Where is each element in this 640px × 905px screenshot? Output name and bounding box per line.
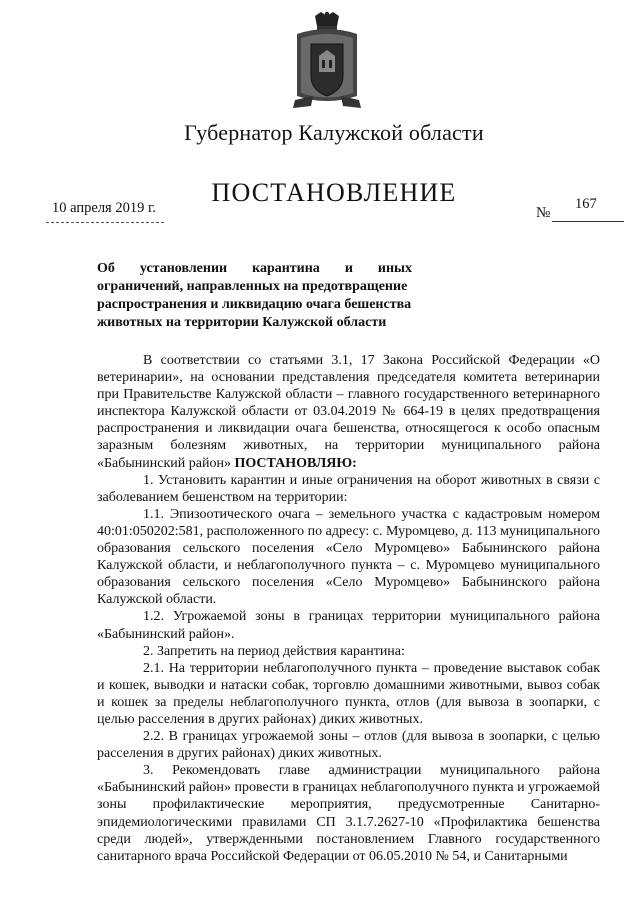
subject-word: и <box>344 261 353 276</box>
intro-text: В соответствии со статьями 3.1, 17 Закона Российской Федерации «О ветеринарии», на основании представления председателя комитета ветеринарии при Правительстве Калужской области – главного государственного ветеринарного инспектора Калужской области от 03.04.2019 № 664-19 в целях предотвращения распространения и ликвидации очага бешенства, относящегося к особо опасным заразным болезням животных, на территории муниципального района «Бабынинский район» <box>97 353 600 471</box>
paragraph-intro <box>97 352 600 472</box>
document-number: 167 <box>575 196 597 212</box>
paragraph-2-2: 2.2. В границах угрожаемой зоны – отлов (для вывоза в зоопарки, с целью расселения в других районах) диких животных. <box>97 729 600 762</box>
document-body <box>97 352 600 865</box>
subject-first-line <box>97 260 412 278</box>
document-subject <box>97 260 412 332</box>
paragraph-1-1: 1.1. Эпизоотического очага – земельного участка с кадастровым номером 40:01:050202:581, расположенного по адресу: с. Муромцево, д. 113 муниципального образования сельского поселения «Село Муромцево» Бабынинского района Калужской области, и неблагополучного пункта – с. Муромцево муниципального образования сельского поселения «Село Муромцево» Бабынинского района Калужской области. <box>97 506 600 608</box>
number-label: № <box>536 205 551 221</box>
subject-word: установлении <box>139 261 228 276</box>
coat-of-arms-icon <box>291 10 363 110</box>
subject-word: Об <box>97 261 115 276</box>
paragraph-1: 1. Установить карантин и иные ограничения на оборот животных в связи с заболеванием бешенством на территории: <box>97 472 600 505</box>
decree-word: ПОСТАНОВЛЯЮ: <box>234 455 357 471</box>
paragraph-2-1: 2.1. На территории неблагополучного пункта – проведение выставок собак и кошек, выводки и натаски собак, торговлю домашними животными, вывоз собак и кошек за пределы неблагополучного пункта, отлов (для вывоза в зоопарки, с целью расселения в других районах) диких животных. <box>97 660 600 727</box>
paragraph-3: 3. Рекомендовать главе администрации муниципального района «Бабынинский район» провести в границах неблагополучного пункта и угрожаемой зоны профилактические мероприятия, предусмотренные Санитарно-эпидемиологическими правилами СП 3.1.7.2627-10 «Профилактика бешенства среди людей», утвержденными постановлением Главного государственного санитарного врача Российской Федерации от 06.05.2010 № 54, и Санитарными <box>97 763 600 864</box>
subject-word: карантина <box>252 261 320 276</box>
subject-word: иных <box>377 261 412 276</box>
authority-title: Губернатор Калужской области <box>184 120 484 145</box>
number-underline <box>552 221 624 222</box>
date-underline <box>46 222 164 223</box>
paragraph-1-2: 1.2. Угрожаемой зоны в границах территории муниципального района «Бабынинский район». <box>97 609 600 642</box>
document-type-title: ПОСТАНОВЛЕНИЕ <box>211 178 457 207</box>
paragraph-2: 2. Запретить на период действия карантина: <box>143 643 405 659</box>
subject-rest: ограничений, направленных на предотвращение распространения и ликвидацию очага бешенства животных на территории Калужской области <box>97 279 412 330</box>
document-date: 10 апреля 2019 г. <box>52 200 156 216</box>
